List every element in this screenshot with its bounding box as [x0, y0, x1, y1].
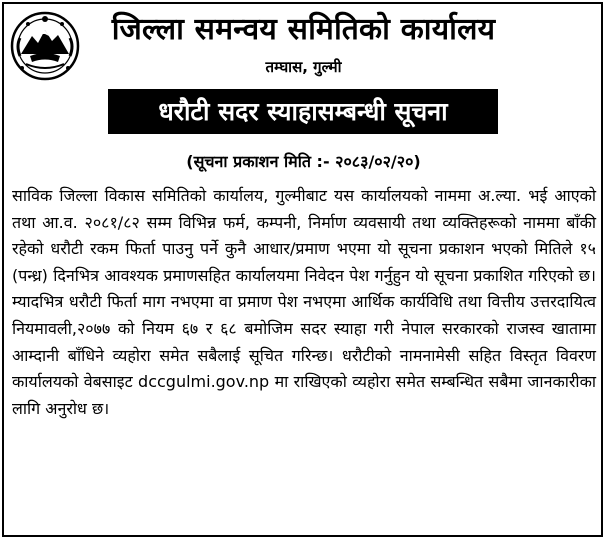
office-location: तम्घास, गुल्मी: [265, 58, 342, 76]
publish-date: (सूचना प्रकाशन मिति :- २०८३/०२/२०): [186, 152, 421, 171]
notice-body: साविक जिल्ला विकास समितिको कार्यालय, गुल्मीबाट यस कार्यालयको नाममा अ.ल्या. भई आएको तथा आ.व. २०८१/८२ सम्म विभिन्न फर्म, कम्पनी, निर्माण व्यवसायी तथा व्यक्तिहरूको नाममा बाँकी रहेको धरौटी रकम फिर्ता पाउनु पर्ने कुनै आधार/प्रमाण भएमा यो सूचना प्रकाशन भएको मितिले १५ (पन्ध्र) दिनभित्र आवश्यक प्रमाणसहित कार्यालयमा निवेदन पेश गर्नुहुन यो सूचना प्रकाशित गरिएको छ। म्यादभित्र धरौटी फिर्ता माग नभएमा वा प्रमाण पेश नभएमा आर्थिक कार्यविधि तथा वित्तीय उत्तरदायित्व नियमावली,२०७७ को नियम ६७ र ६८ बमोजिम सदर स्याहा गरी नेपाल सरकारको राजस्व खातामा आम्दानी बाँधिने व्यहोरा समेत सबैलाई सूचित गरिन्छ। धरौटीको नामनामेसी सहित विस्तृत विवरण कार्यालयको वेबसाइट dccgulmi.gov.np मा राखिएको व्यहोरा समेत सम्बन्धित सबैमा जानकारीका लागि अनुरोध छ।: [12, 186, 596, 418]
notice-heading-banner: धरौटी सदर स्याहासम्बन्धी सूचना: [108, 89, 498, 134]
office-title: जिल्ला समन्वय समितिको कार्यालय: [111, 12, 496, 47]
